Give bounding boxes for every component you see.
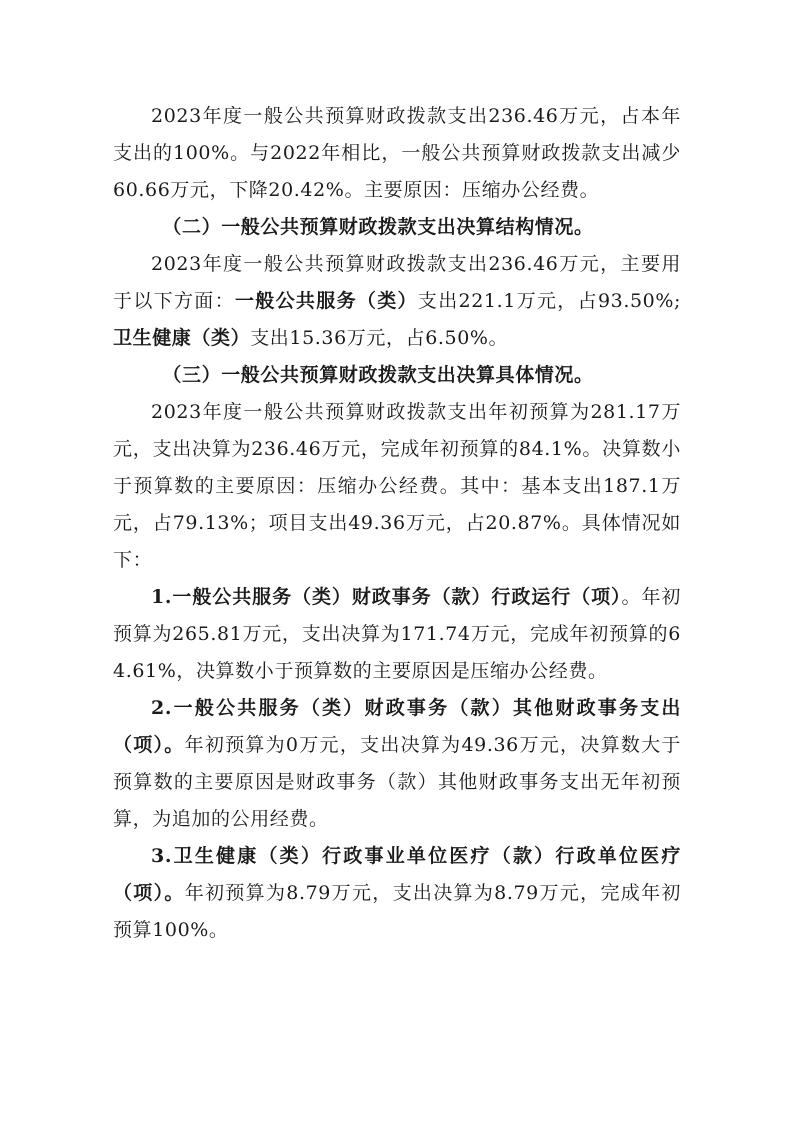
item-1	[113, 579, 681, 690]
section-heading-details: （三）一般公共预算财政拨款支出决算具体情况。	[162, 364, 594, 386]
paragraph-text: 支出15.36万元，占6.50%。	[250, 327, 509, 349]
item-1-body: 。年初预算为265.81万元，支出决算为171.74万元，完成年初预算的64.61%，决算数小于预算数的主要原因是压缩办公经费。	[113, 586, 681, 682]
category-general-public-services: 一般公共服务（类）	[234, 290, 418, 312]
paragraph-text: 2023年度一般公共预算财政拨款支出236.46万元，主要用于以下方面：	[113, 253, 681, 312]
item-3	[113, 838, 681, 949]
item-2-body: 年初预算为0万元，支出决算为49.36万元，决算数大于预算数的主要原因是财政事务（款）其他财政事务支出无年初预算，为追加的公用经费。	[113, 734, 681, 830]
paragraph-details	[113, 394, 681, 579]
item-2	[113, 690, 681, 838]
item-3-title: 3.卫生健康（类）行政事业单位医疗（款）行政单位医疗（项）。	[113, 845, 681, 904]
paragraph-text: 2023年度一般公共预算财政拨款支出年初预算为281.17万元，支出决算为236.46万元，完成年初预算的84.1%。决算数小于预算数的主要原因：压缩办公经费。其中：基本支出187.1万元，占79.13%；项目支出49.36万元，占20.87%。具体情况如下：	[113, 401, 681, 571]
paragraph-total-expenditure	[113, 98, 681, 209]
item-1-title: 1.一般公共服务（类）财政事务（款）行政运行（项）	[151, 586, 622, 608]
item-3-body: 年初预算为8.79万元，支出决算为8.79万元，完成年初预算100%。	[113, 882, 681, 941]
category-health: 卫生健康（类）	[113, 327, 251, 349]
section-heading-structure: （二）一般公共预算财政拨款支出决算结构情况。	[162, 216, 594, 238]
document-page	[113, 98, 681, 949]
paragraph-text: 支出221.1万元，占93.50%;	[417, 290, 681, 312]
paragraph-text: 2023年度一般公共预算财政拨款支出236.46万元，占本年支出的100%。与2022年相比，一般公共预算财政拨款支出减少60.66万元，下降20.42%。主要原因：压缩办公经费。	[113, 105, 681, 201]
paragraph-structure	[113, 246, 681, 357]
item-2-title: 2.一般公共服务（类）财政事务（款）其他财政事务支出（项）。	[113, 697, 681, 756]
